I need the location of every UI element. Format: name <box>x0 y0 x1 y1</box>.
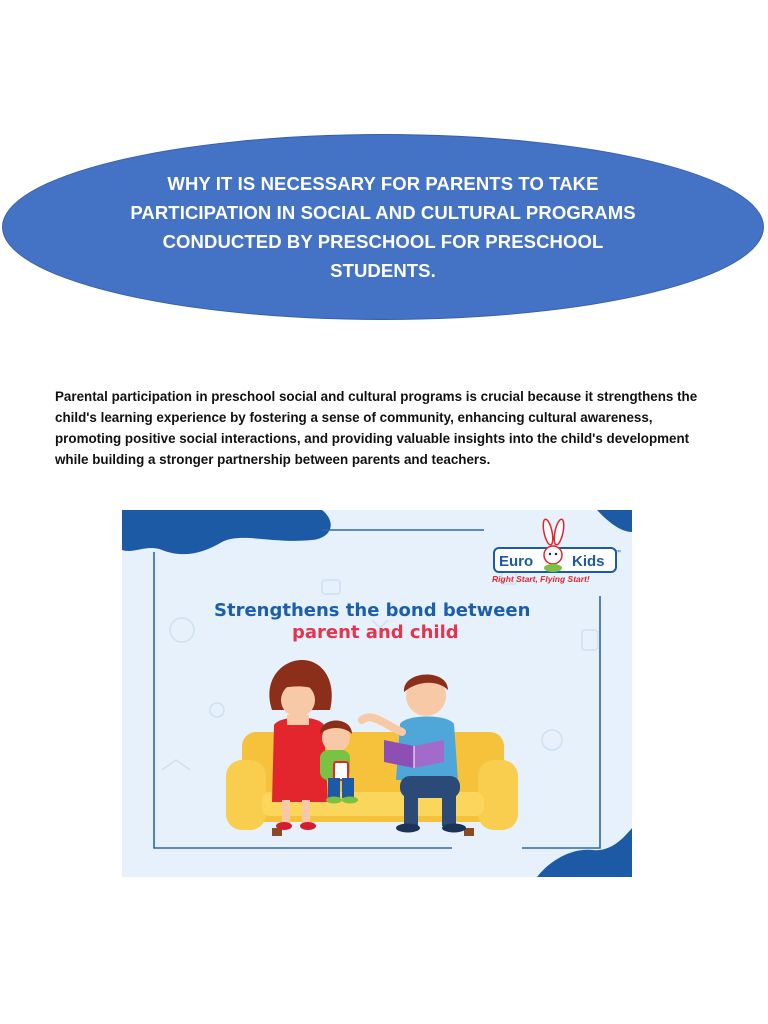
title-oval <box>2 134 764 320</box>
logo-tagline: Right Start, Flying Start! <box>492 574 590 584</box>
logo-trademark: ™ <box>615 550 621 556</box>
logo-word-euro: Euro <box>499 553 534 570</box>
sofa-illustration <box>226 732 518 836</box>
page-title: WHY IT IS NECESSARY FOR PARENTS TO TAKE PARTICIPATION IN SOCIAL AND CULTURAL PROGRAMS CONDUCTED BY PRESCHOOL FOR PRESCHOOL STUDENTS. <box>130 173 636 281</box>
poster-image <box>122 510 632 877</box>
poster-headline-line-2: parent and child <box>292 622 459 643</box>
body-paragraph: Parental participation in preschool social and cultural programs is crucial because it strengthens the child's learning experience by fostering a sense of community, enhancing cultural awareness, promoting positive social interactions, and providing valuable insights into the child's development while building a stronger partnership between parents and teachers. <box>55 389 698 467</box>
poster-headline-line-1: Strengthens the bond between <box>214 600 531 621</box>
logo-word-kids: Kids <box>572 553 605 570</box>
